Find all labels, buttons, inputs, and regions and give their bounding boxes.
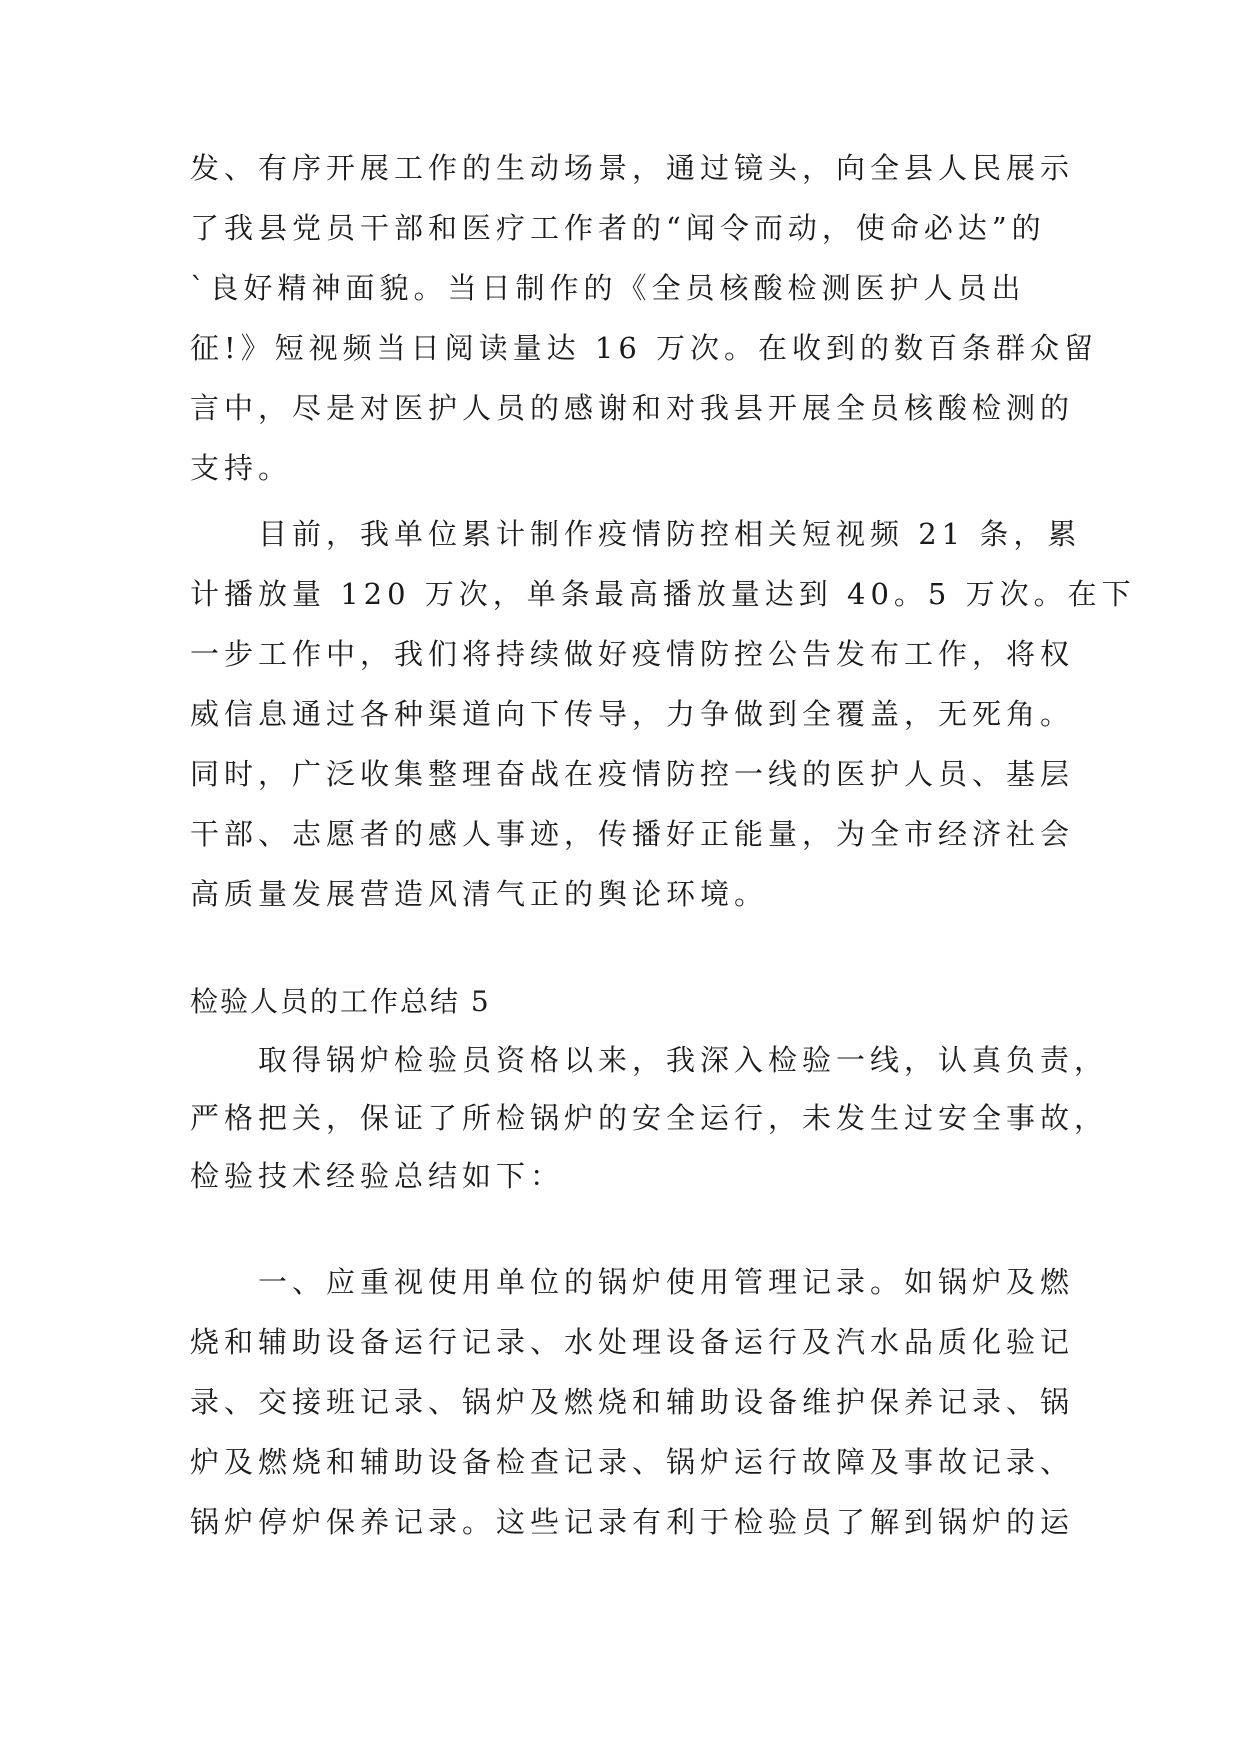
paragraph-line: 一、应重视使用单位的锅炉使用管理记录。如锅炉及燃 <box>258 1265 1075 1299</box>
paragraph-line: 烧和辅助设备运行记录、水处理设备运行及汽水品质化验记 <box>190 1325 1075 1359</box>
paragraph-line: 言中，尽是对医护人员的感谢和对我县开展全员核酸检测的 <box>190 391 1075 425</box>
paragraph-line: 威信息通过各种渠道向下传导，力争做到全覆盖，无死角。 <box>190 697 1075 731</box>
paragraph-line: 锅炉停炉保养记录。这些记录有利于检验员了解到锅炉的运 <box>190 1505 1075 1539</box>
paragraph-line: 同时，广泛收集整理奋战在疫情防控一线的医护人员、基层 <box>190 757 1075 791</box>
paragraph-line: 炉及燃烧和辅助设备检查记录、锅炉运行故障及事故记录、 <box>190 1445 1075 1479</box>
paragraph-line: 了我县党员干部和医疗工作者的“闻令而动，使命必达”的 <box>190 211 1046 245</box>
paragraph-line: 检验技术经验总结如下： <box>190 1159 565 1193</box>
paragraph-line: 发、有序开展工作的生动场景，通过镜头，向全县人民展示 <box>190 151 1075 185</box>
paragraph-line: 录、交接班记录、锅炉及燃烧和辅助设备维护保养记录、锅 <box>190 1385 1075 1419</box>
paragraph-line: 一步工作中，我们将持续做好疫情防控公告发布工作，将权 <box>190 637 1075 671</box>
paragraph-line: `良好精神面貌。当日制作的《全员核酸检测医护人员出 <box>190 271 1026 305</box>
paragraph-line: 征!》短视频当日阅读量达 16 万次。在收到的数百条群众留 <box>190 331 1098 365</box>
paragraph-line: 取得锅炉检验员资格以来，我深入检验一线，认真负责， <box>258 1043 1109 1077</box>
paragraph-line: 高质量发展营造风清气正的舆论环境。 <box>190 877 769 911</box>
section-title: 检验人员的工作总结 5 <box>190 985 491 1018</box>
paragraph-line: 支持。 <box>190 451 293 485</box>
paragraph-line: 严格把关，保证了所检锅炉的安全运行，未发生过安全事故， <box>190 1101 1109 1135</box>
paragraph-line: 计播放量 120 万次，单条最高播放量达到 40。5 万次。在下 <box>190 577 1136 611</box>
paragraph-line: 目前，我单位累计制作疫情防控相关短视频 21 条，累 <box>258 517 1082 551</box>
paragraph-line: 干部、志愿者的感人事迹，传播好正能量，为全市经济社会 <box>190 817 1075 851</box>
